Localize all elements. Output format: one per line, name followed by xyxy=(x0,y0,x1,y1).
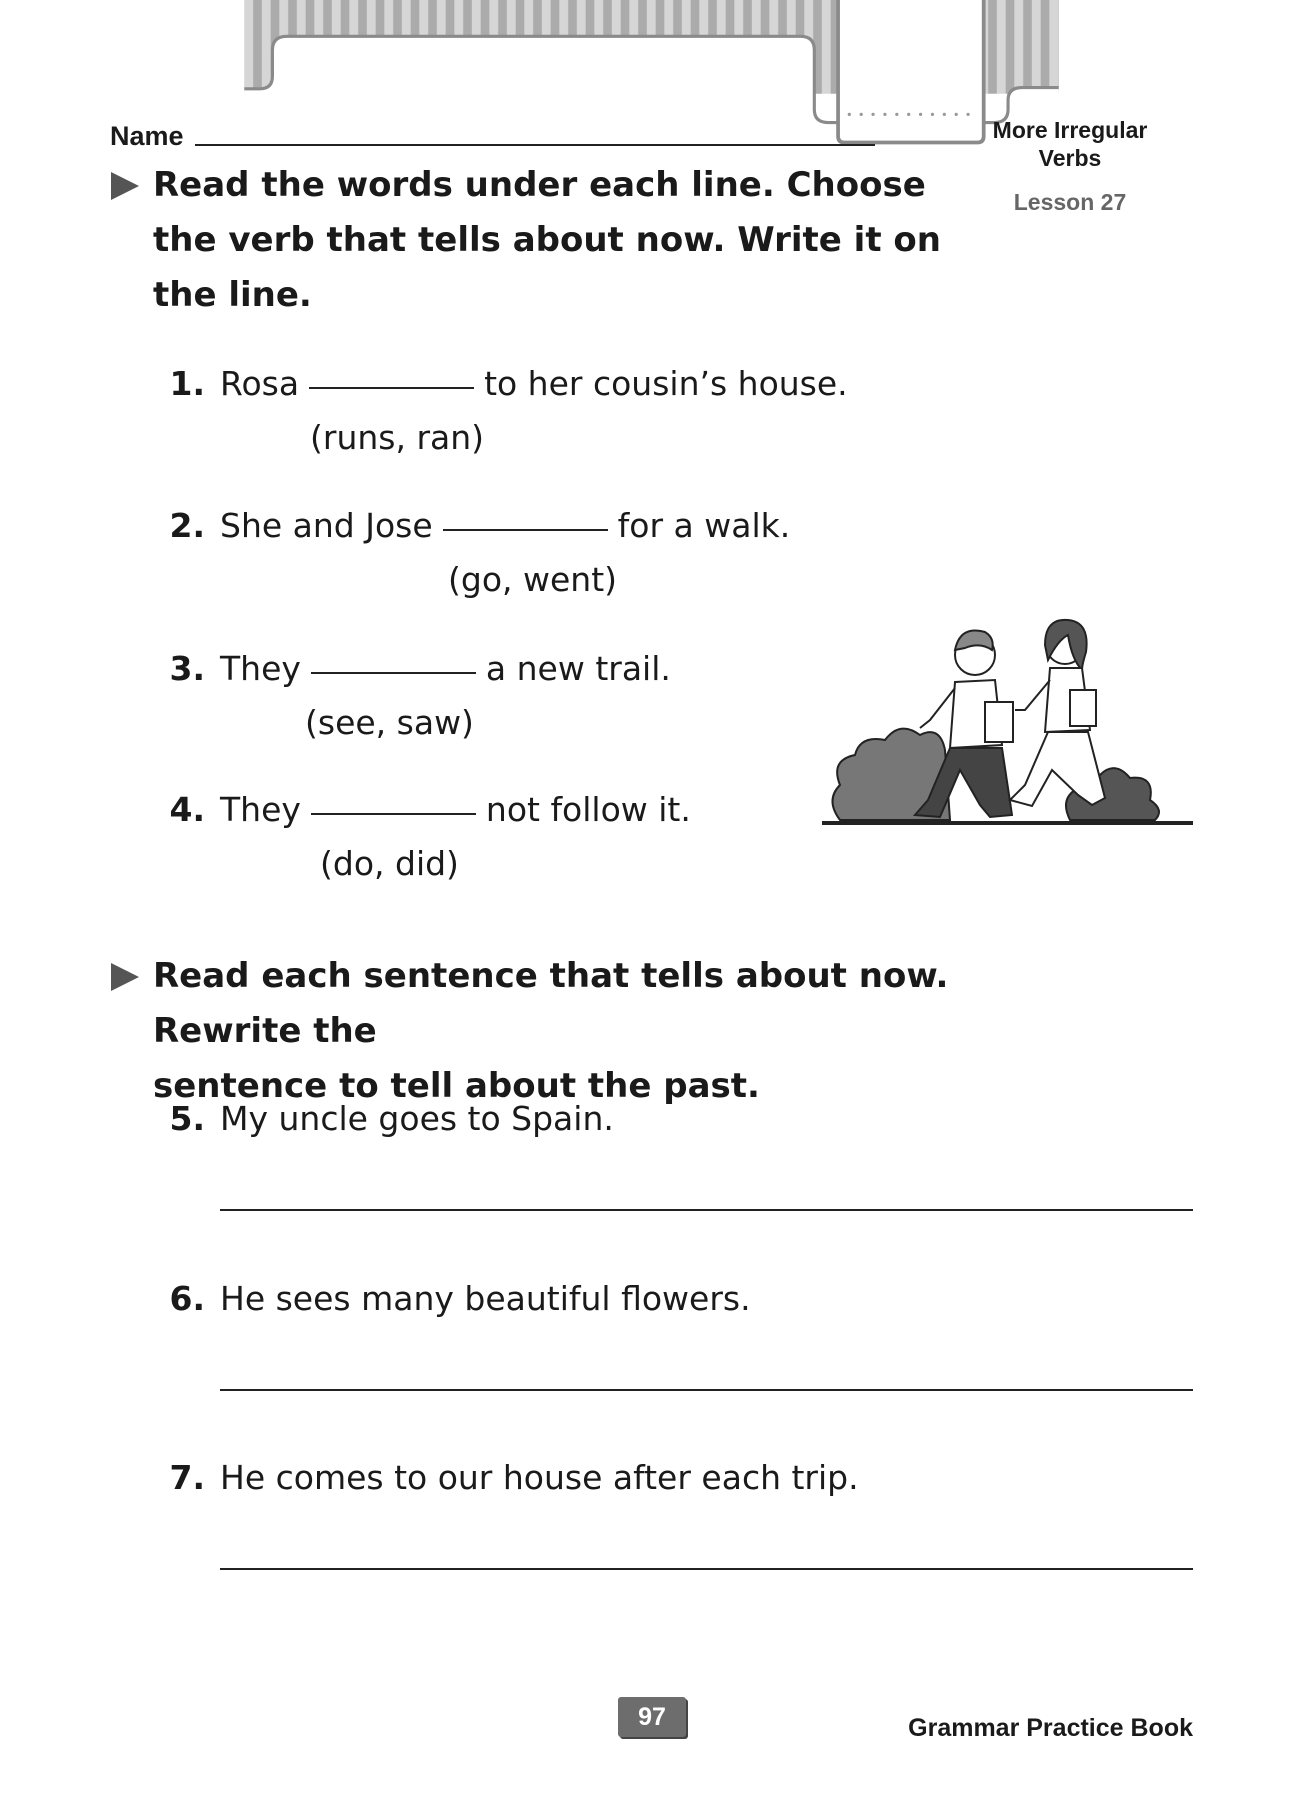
answer-blank-3[interactable] xyxy=(311,672,476,674)
part2-instructions xyxy=(153,949,1073,1114)
tab-title-line2: Verbs xyxy=(1038,145,1102,171)
question-2-after: for a walk. xyxy=(617,506,791,545)
question-3 xyxy=(220,649,671,689)
item-number: 5. xyxy=(169,1099,205,1138)
page-number: 97 xyxy=(618,1697,686,1737)
part1-instructions xyxy=(153,158,1073,323)
answer-line-7[interactable] xyxy=(220,1568,1193,1570)
instruction-arrow-icon xyxy=(111,172,139,200)
choices-4: (do, did) xyxy=(320,844,459,883)
item-number: 6. xyxy=(169,1279,205,1318)
kids-walking-illustration xyxy=(820,610,1195,830)
question-1-before: Rosa xyxy=(220,364,300,403)
question-4-after: not follow it. xyxy=(485,790,691,829)
part1-instruction-line1: Read the words under each line. Choose xyxy=(153,165,926,205)
question-4 xyxy=(220,790,691,830)
question-3-after: a new trail. xyxy=(485,649,671,688)
item-number: 3. xyxy=(169,649,205,688)
instruction-arrow-icon xyxy=(111,963,139,991)
name-label: Name xyxy=(110,121,184,151)
answer-blank-2[interactable] xyxy=(443,529,608,531)
part1-instruction-line3: the line. xyxy=(153,275,312,315)
sentence-6: He sees many beautiful flowers. xyxy=(220,1279,751,1318)
choices-1: (runs, ran) xyxy=(310,418,485,457)
item-number: 2. xyxy=(169,506,205,545)
answer-blank-4[interactable] xyxy=(311,813,476,815)
part2-instruction-line2: sentence to tell about the past. xyxy=(153,1066,760,1106)
item-number: 4. xyxy=(169,790,205,829)
answer-line-6[interactable] xyxy=(220,1389,1193,1391)
question-4-before: They xyxy=(220,790,301,829)
item-number: 7. xyxy=(169,1458,205,1497)
question-1-after: to her cousin’s house. xyxy=(484,364,848,403)
question-2 xyxy=(220,506,790,546)
choices-3: (see, saw) xyxy=(305,703,474,742)
item-number: 1. xyxy=(169,364,205,403)
sentence-5: My uncle goes to Spain. xyxy=(220,1099,614,1138)
tab-title-line1: More Irregular xyxy=(992,117,1148,143)
lesson-number: Lesson 27 xyxy=(1013,189,1127,215)
question-2-before: She and Jose xyxy=(220,506,433,545)
answer-line-5[interactable] xyxy=(220,1209,1193,1211)
part2-instruction-line1: Read each sentence that tells about now. Rewrite the xyxy=(153,956,949,1051)
question-1 xyxy=(220,364,848,404)
answer-blank-1[interactable] xyxy=(309,387,474,389)
question-3-before: They xyxy=(220,649,301,688)
name-input-line[interactable] xyxy=(195,144,875,146)
part1-instruction-line2: the verb that tells about now. Write it on xyxy=(153,220,941,260)
sentence-7: He comes to our house after each trip. xyxy=(220,1458,859,1497)
book-title: Grammar Practice Book xyxy=(908,1714,1193,1742)
choices-2: (go, went) xyxy=(448,560,618,599)
